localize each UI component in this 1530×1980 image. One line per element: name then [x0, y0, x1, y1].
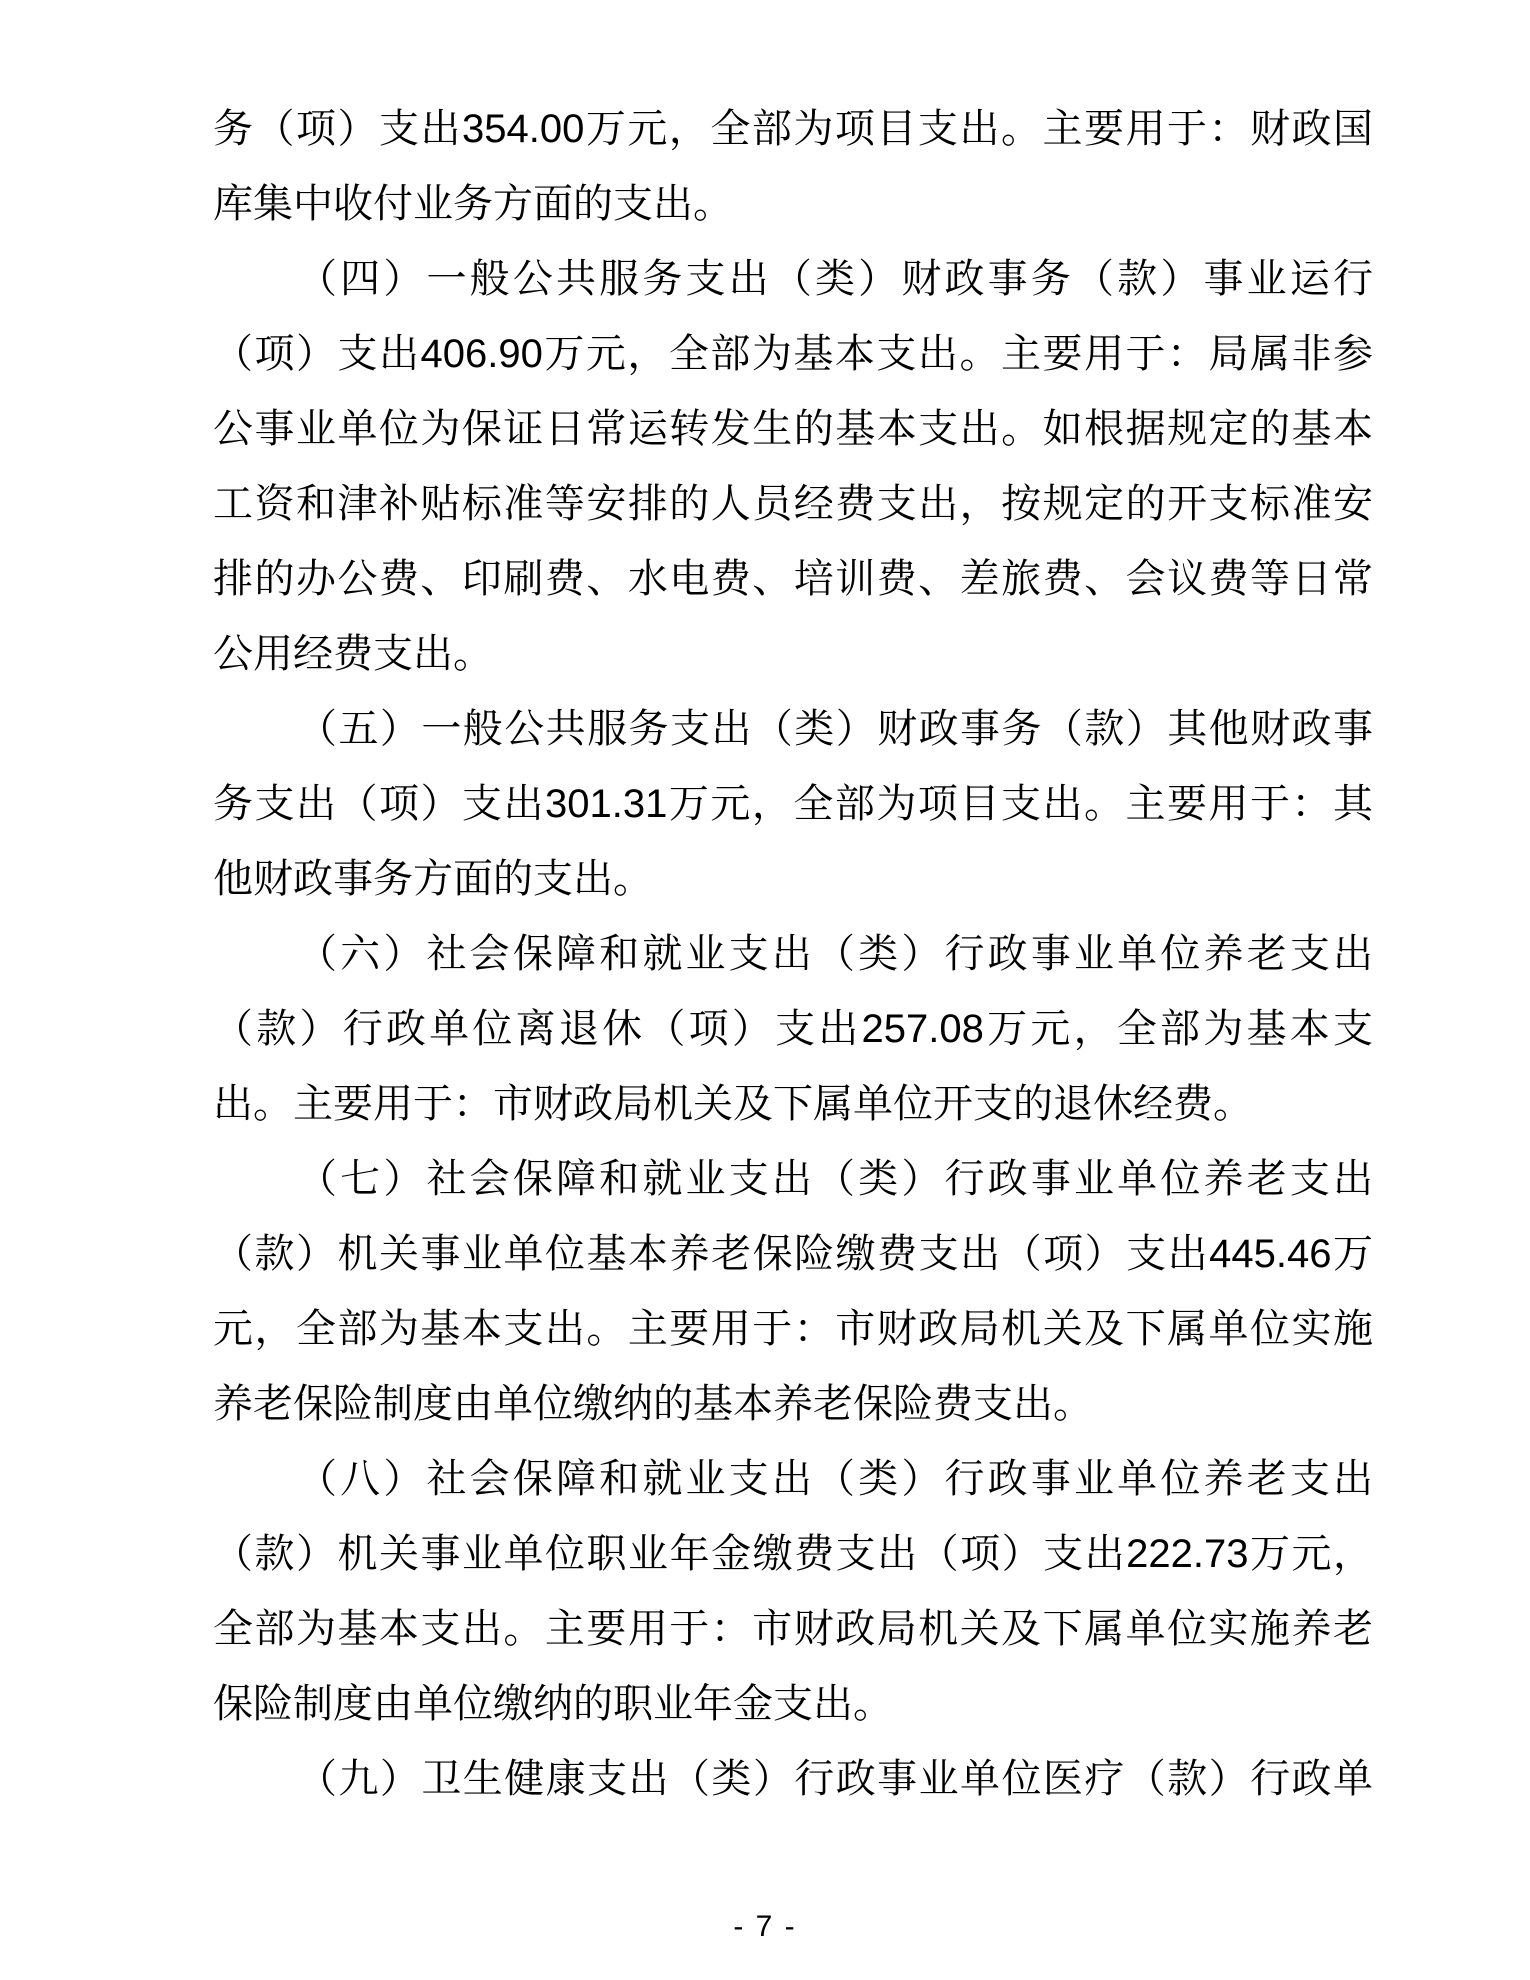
text-line: 务支出（项）支出301.31万元，全部为项目支出。主要用于：其 [213, 782, 1373, 826]
text-line: 出。主要用于：市财政局机关及下属单位开支的退休经费。 [213, 1082, 1253, 1126]
text-line: （款）机关事业单位职业年金缴费支出（项）支出222.73万元， [213, 1532, 1373, 1576]
text-line: 工资和津补贴标准等安排的人员经费支出，按规定的开支标准安 [213, 482, 1373, 526]
text-line: （款）机关事业单位基本养老保险缴费支出（项）支出445.46万 [213, 1232, 1373, 1276]
text-line: 公事业单位为保证日常运转发生的基本支出。如根据规定的基本 [213, 407, 1373, 451]
text-line: （款）行政单位离退休（项）支出257.08万元，全部为基本支 [213, 1007, 1373, 1051]
text-line: （七）社会保障和就业支出（类）行政事业单位养老支出 [297, 1157, 1373, 1201]
text-line: 全部为基本支出。主要用于：市财政局机关及下属单位实施养老 [213, 1607, 1373, 1651]
text-line: 元，全部为基本支出。主要用于：市财政局机关及下属单位实施 [213, 1307, 1373, 1351]
text-line: （四）一般公共服务支出（类）财政事务（款）事业运行 [297, 257, 1373, 301]
text-line: （八）社会保障和就业支出（类）行政事业单位养老支出 [297, 1457, 1373, 1501]
text-line: （六）社会保障和就业支出（类）行政事业单位养老支出 [297, 932, 1373, 976]
text-line: （项）支出406.90万元，全部为基本支出。主要用于：局属非参 [213, 332, 1373, 376]
text-line: 保险制度由单位缴纳的职业年金支出。 [213, 1682, 893, 1726]
text-line: 库集中收付业务方面的支出。 [213, 182, 733, 226]
text-line: 排的办公费、印刷费、水电费、培训费、差旅费、会议费等日常 [213, 557, 1373, 601]
text-line: （五）一般公共服务支出（类）财政事务（款）其他财政事 [297, 707, 1373, 751]
text-line: 务（项）支出354.00万元，全部为项目支出。主要用于：财政国 [213, 107, 1373, 151]
text-line: （九）卫生健康支出（类）行政事业单位医疗（款）行政单 [297, 1757, 1373, 1801]
text-line: 他财政事务方面的支出。 [213, 857, 653, 901]
text-line: 养老保险制度由单位缴纳的基本养老保险费支出。 [213, 1382, 1093, 1426]
page-number: - 7 - [733, 1910, 797, 1943]
document-body [213, 92, 1373, 1817]
text-line: 公用经费支出。 [213, 632, 493, 676]
